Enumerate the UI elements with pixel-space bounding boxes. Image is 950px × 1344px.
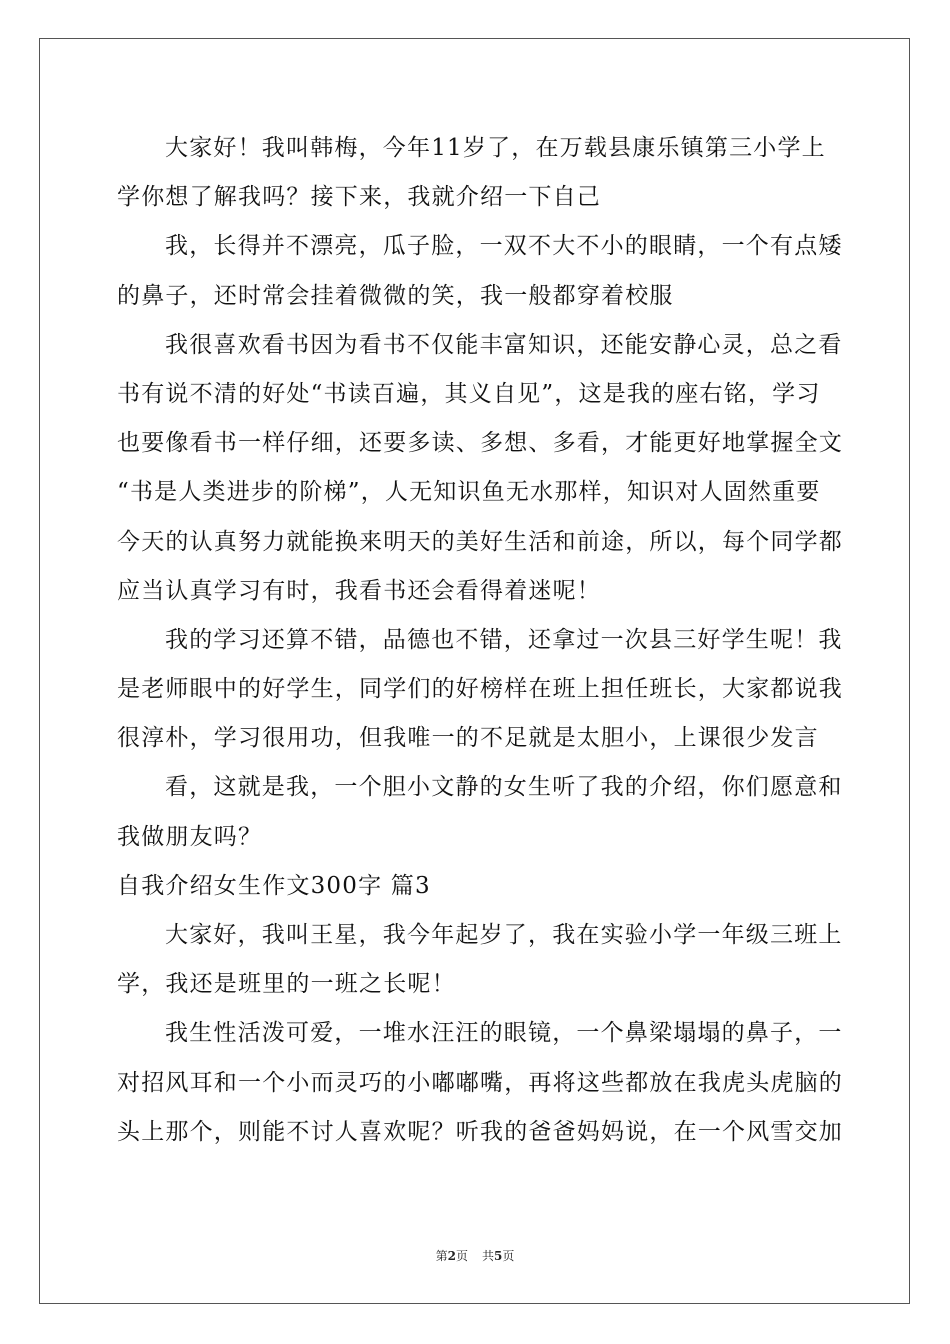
paragraph-line: 是老师眼中的好学生，同学们的好榜样在班上担任班长，大家都说我 xyxy=(117,676,843,703)
paragraph-line: 应当认真学习有时，我看书还会看得着迷呢！ xyxy=(117,577,601,604)
paragraph-line: 书有说不清的好处“书读百遍，其义自见”，这是我的座右铭，学习 xyxy=(117,380,821,407)
page-suffix: 页 xyxy=(455,1249,468,1263)
total-suffix: 页 xyxy=(502,1249,515,1263)
paragraph-line: 很淳朴，学习很用功，但我唯一的不足就是太胆小，上课很少发言 xyxy=(117,725,819,752)
paragraph-line: 我的学习还算不错，品德也不错，还拿过一次县三好学生呢！我 xyxy=(165,626,843,653)
paragraph-line: 也要像看书一样仔细，还要多读、多想、多看，才能更好地掌握全文 xyxy=(117,430,843,457)
page-number: 2 xyxy=(447,1249,456,1263)
paragraph-line: 我做朋友吗？ xyxy=(117,823,263,850)
total-prefix: 共 xyxy=(482,1249,495,1263)
section-heading: 自我介绍女生作文300字 篇3 xyxy=(117,872,431,899)
document-body xyxy=(117,124,843,1157)
paragraph-line: 看，这就是我，一个胆小文静的女生听了我的介绍，你们愿意和 xyxy=(165,774,843,801)
paragraph-line: “书是人类进步的阶梯”，人无知识鱼无水那样，知识对人固然重要 xyxy=(117,479,821,506)
paragraph-line: 大家好，我叫王星，我今年起岁了，我在实验小学一年级三班上 xyxy=(165,922,843,948)
paragraph-line: 大家好！我叫韩梅，今年11岁了，在万载县康乐镇第三小学上 xyxy=(165,135,826,161)
paragraph-line: 今天的认真努力就能换来明天的美好生活和前途，所以，每个同学都 xyxy=(117,528,843,555)
page-footer xyxy=(0,1247,950,1264)
total-pages: 5 xyxy=(494,1249,503,1263)
paragraph-line: 学你想了解我吗？接下来，我就介绍一下自己 xyxy=(117,184,601,211)
paragraph-line: 我生性活泼可爱，一堆水汪汪的眼镜，一个鼻梁塌塌的鼻子，一 xyxy=(165,1020,843,1047)
paragraph-line: 对招风耳和一个小而灵巧的小嘟嘟嘴，再将这些都放在我虎头虎脑的 xyxy=(117,1069,843,1096)
paragraph-line: 学，我还是班里的一班之长呢！ xyxy=(117,971,456,998)
paragraph-line: 我很喜欢看书因为看书不仅能丰富知识，还能安静心灵，总之看 xyxy=(165,331,843,358)
paragraph-line: 我，长得并不漂亮，瓜子脸，一双不大不小的眼睛，一个有点矮 xyxy=(165,233,843,260)
paragraph-line: 的鼻子，还时常会挂着微微的笑，我一般都穿着校服 xyxy=(117,282,674,309)
paragraph-line: 头上那个，则能不讨人喜欢呢？听我的爸爸妈妈说，在一个风雪交加 xyxy=(117,1118,843,1145)
page-prefix: 第 xyxy=(435,1249,448,1263)
